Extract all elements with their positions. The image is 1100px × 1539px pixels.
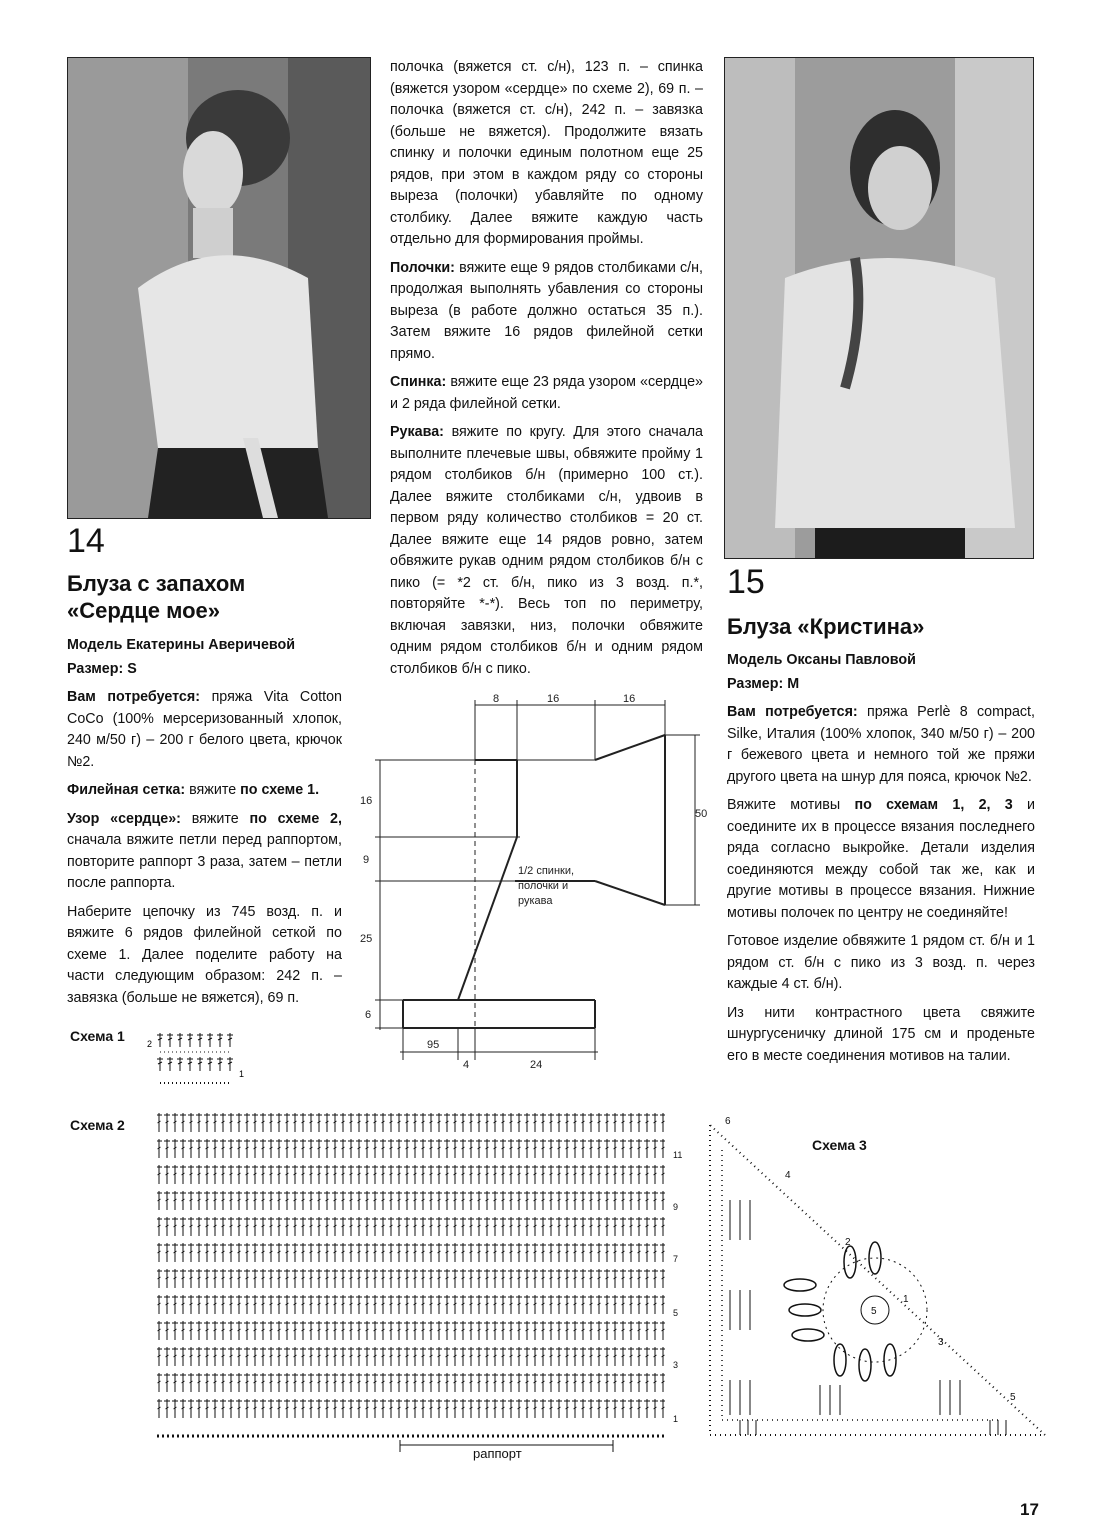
model-14-heart-text-a: вяжите <box>191 810 239 827</box>
photo-14-illustration <box>68 58 370 518</box>
model-14-filet-label: Филейная сетка: <box>67 782 186 798</box>
scheme-2-row-9: 9 <box>673 1202 679 1212</box>
model-14-back-text: вяжите еще 23 ряда узором «сердце» и 2 ряда филейной сетки. <box>390 374 703 412</box>
pattern-label-1: 1/2 спинки, <box>518 865 575 877</box>
scheme-3-row-center: 5 <box>871 1306 877 1317</box>
scheme-1-row-2: 2 <box>147 1039 153 1049</box>
model-14-size-label: Размер: <box>67 660 124 677</box>
scheme-1-stitches <box>157 1033 233 1083</box>
scheme-1-chart <box>145 1025 255 1090</box>
dim-top-1: 8 <box>493 693 500 705</box>
model-15-size-value: M <box>787 675 800 692</box>
model-15-number: 15 <box>727 563 765 601</box>
pattern-label-3: рукава <box>518 895 553 907</box>
model-14-sleeves-text: вяжите по кругу. Для этого сначала выполните плечевые швы, обвяжите пройму 1 рядом столбиков б/н (примерно 100 ст.). Далее вяжите столбиками с/н, удвоив в первом ряду количество столбиков = 20 ст. Далее вяжите еще 14 рядов ровно, затем обвяжите рукав одним рядом столбиков б/н с пико (= *2 ст. б/н, пико из 3 возд. п.*, повторяйте *-*). Весь топ по периметру, включая завязки, низ, полочки обвяжите одним рядом столбиков б/н и одним рядом столбиков б/н с пико. <box>390 424 703 677</box>
model-14-heart-label: Узор «сердце»: <box>67 810 181 827</box>
page-number: 17 <box>1020 1500 1039 1519</box>
scheme-2-label: Схема 2 <box>70 1117 125 1133</box>
model-15-motifs-b: по схемам 1, 2, 3 <box>854 797 1013 813</box>
dim-left-2: 9 <box>363 854 370 866</box>
scheme-3-row-3: 3 <box>938 1337 944 1348</box>
photo-15-illustration <box>725 58 1033 558</box>
model-15-author: Модель Оксаны Павловой <box>727 652 916 668</box>
model-14-sleeves-label: Рукава: <box>390 424 444 440</box>
model-15-needs-label: Вам потребуется: <box>727 704 858 720</box>
model-14-cast-on: Наберите цепочку из 745 возд. п. и вяжите 6 рядов филейной сеткой по схеме 1. Далее поделите работу на части следующим образом: 242 п. – завязка (больше не вяжется), 69 п. <box>67 903 342 1006</box>
scheme-3-row-4: 4 <box>785 1170 791 1181</box>
scheme-3-row-6: 6 <box>725 1116 731 1127</box>
dim-left-1: 16 <box>360 795 373 807</box>
dim-bottom-1: 95 <box>427 1039 440 1051</box>
scheme-3-row-1: 1 <box>903 1294 909 1305</box>
dim-left-3: 25 <box>360 933 373 945</box>
dim-top-2: 16 <box>547 693 560 705</box>
model-15-motifs-a: Вяжите мотивы <box>727 797 841 813</box>
scheme-3-row-2: 2 <box>845 1237 851 1248</box>
scheme-3-chart <box>700 1110 1052 1445</box>
model-14-needs-label: Вам потребуется: <box>67 689 200 705</box>
model-15-finish: Готовое изделие обвяжите 1 рядом ст. б/н и 1 рядом ст. б/н с пико из 3 возд. п. через каждые 4 ст. б/н). <box>727 933 1035 992</box>
model-14-filet-text-b: по схеме 1. <box>240 782 320 798</box>
model-14-number: 14 <box>67 522 105 560</box>
model-14-middle-text <box>390 57 703 687</box>
dim-top-3: 16 <box>623 693 636 705</box>
model-14-heart-text-c: сначала вяжите петли перед раппортом, повторите раппорт 3 раза, затем – петли после раппорта. <box>67 832 342 891</box>
model-15-size-label: Размер: <box>727 675 784 692</box>
model-14-fronts-text: вяжите еще 9 рядов столбиками с/н, продолжая выполнять убавления со стороны выреза (в работе должно остаться 35 п.). Затем вяжите 16 рядов филейной сетки прямо. <box>390 259 703 362</box>
model-14-continuation: полочка (вяжется ст. с/н), 123 п. – спинка (вяжется узором «сердце» по схеме 2), 69 п. – полочка (вяжется ст. с/н), 242 п. – завязка (больше не вяжется). Продолжите вязать спинку и полочки единым полотном еще 25 рядов, при этом в каждом ряду со стороны выреза (полочки) убавляйте по одному столбику. Далее вяжите каждую часть отдельно для формирования проймы. <box>390 59 703 247</box>
model-15-text <box>727 650 1035 1074</box>
dim-bottom-3: 24 <box>530 1059 543 1070</box>
model-15-needs-text: пряжа Perlè 8 compact, Silke, Италия (100% хлопок, 340 м/50 г) – 200 г бежевого цвета и немного той же пряжи другого цвета на шнур для пояса, крючок №2. <box>727 704 1035 785</box>
photo-model-15 <box>724 57 1034 559</box>
scheme-2-row-3: 3 <box>673 1360 679 1370</box>
scheme-3-row-5: 5 <box>1010 1392 1016 1403</box>
model-14-title <box>67 570 367 624</box>
model-14-title-line1: Блуза с запахом <box>67 571 246 596</box>
model-15-cord: Из нити контрастного цвета свяжите шнургусеничку длиной 175 см и проденьте его в месте соединения мотивов на талии. <box>727 1004 1035 1064</box>
pattern-diagram <box>355 690 725 1070</box>
model-14-size-value: S <box>127 660 137 677</box>
scheme-2-row-11: 11 <box>673 1150 683 1160</box>
scheme-3-label: Схема 3 <box>812 1137 867 1153</box>
pattern-label-2: полочки и <box>518 880 569 892</box>
scheme-1-row-1: 1 <box>239 1069 245 1079</box>
scheme-2-row-1: 1 <box>673 1414 679 1424</box>
model-14-title-line2: «Сердце мое» <box>67 598 220 623</box>
scheme-2-rapport: раппорт <box>473 1446 522 1461</box>
dim-left-4: 6 <box>365 1009 372 1021</box>
scheme-2-stitch-grid <box>157 1112 665 1424</box>
scheme-2-row-5: 5 <box>673 1308 679 1318</box>
model-14-text <box>67 635 342 1016</box>
model-14-fronts-label: Полочки: <box>390 259 455 276</box>
dim-right: 50 <box>695 808 708 820</box>
model-14-back-label: Спинка: <box>390 374 447 390</box>
scheme-2-chart <box>155 1110 695 1470</box>
model-14-filet-text-a: вяжите <box>189 782 237 798</box>
photo-model-14 <box>67 57 371 519</box>
dim-bottom-2: 4 <box>463 1059 470 1070</box>
model-14-heart-text-b: по схеме 2, <box>249 810 342 827</box>
model-14-author: Модель Екатерины Аверичевой <box>67 637 296 653</box>
model-15-title: Блуза «Кристина» <box>727 614 925 639</box>
scheme-1-label: Схема 1 <box>70 1028 125 1044</box>
model-15-motifs-c: и соедините их в процессе вязания последнего ряда согласно выкройке. Детали изделия соединяются между собой так же, как и другие мотивы в процессе вязания. Нижние мотивы полочек по центру не соединяйте! <box>727 797 1035 921</box>
model-14-needs-text: пряжа Vita Cotton CoCo (100% мерсеризованный хлопок, 240 м/50 г) – 200 г белого цвета, крючок №2. <box>67 689 342 770</box>
scheme-2-row-7: 7 <box>673 1254 679 1264</box>
